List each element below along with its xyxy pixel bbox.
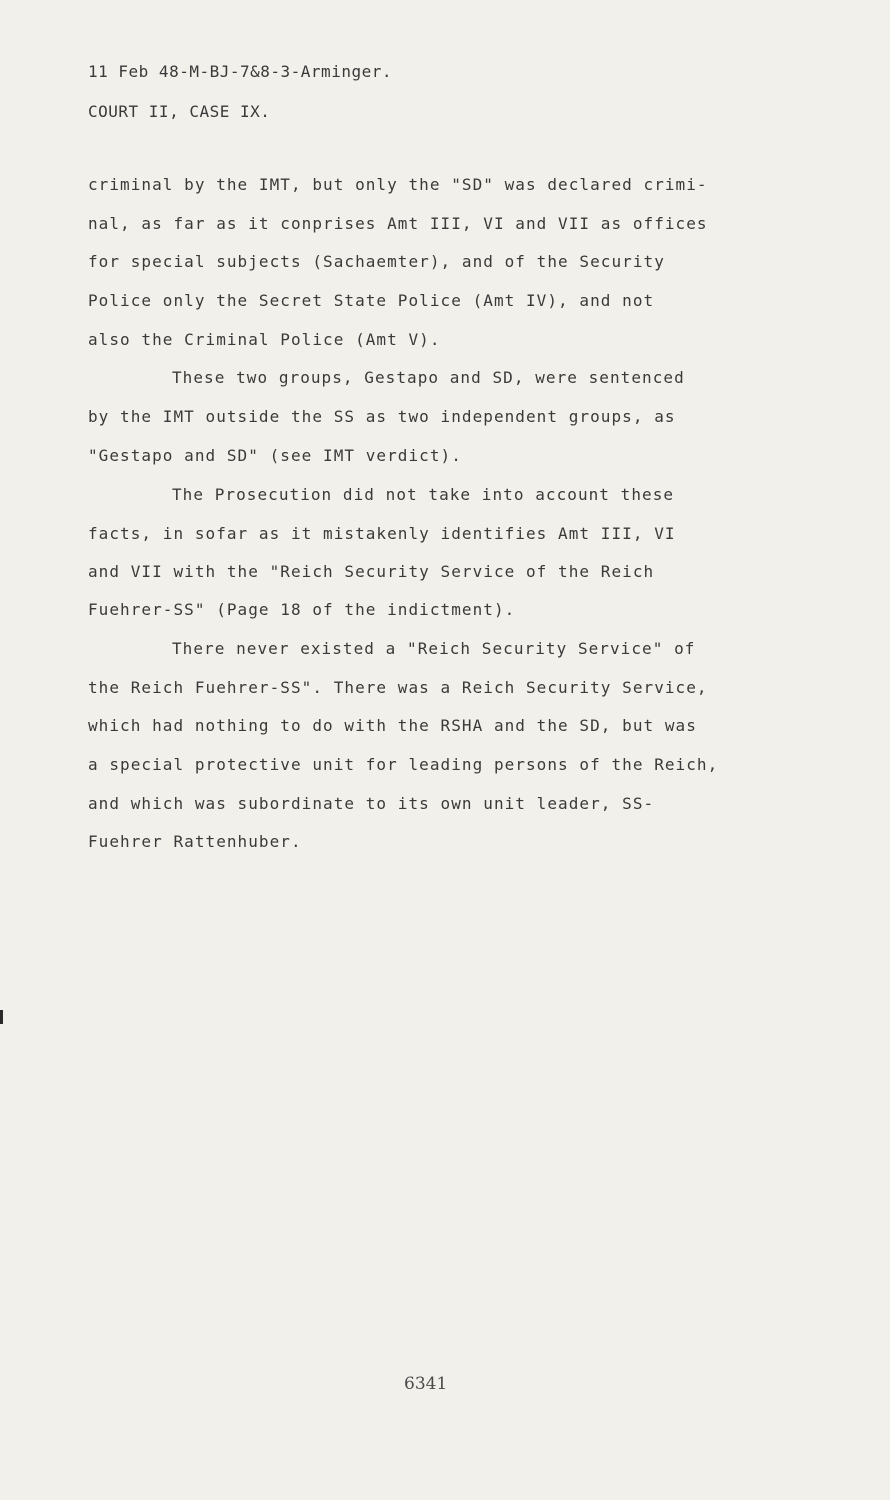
body-line: which had nothing to do with the RSHA and the SD, but was	[88, 716, 697, 735]
court-case-heading: COURT II, CASE IX.	[88, 102, 271, 121]
body-line: also the Criminal Police (Amt V).	[88, 330, 441, 349]
body-line: facts, in sofar as it mistakenly identifies Amt III, VI	[88, 524, 676, 543]
body-line: nal, as far as it conprises Amt III, VI and VII as offices	[88, 214, 708, 233]
body-line: Police only the Secret State Police (Amt IV), and not	[88, 291, 655, 310]
binding-mark	[0, 1010, 3, 1024]
body-line: These two groups, Gestapo and SD, were sentenced	[172, 368, 685, 387]
body-line: by the IMT outside the SS as two independent groups, as	[88, 407, 676, 426]
document-reference: 11 Feb 48-M-BJ-7&8-3-Arminger.	[88, 62, 392, 81]
body-line: Fuehrer Rattenhuber.	[88, 832, 302, 851]
body-line: Fuehrer-SS" (Page 18 of the indictment).	[88, 600, 516, 619]
body-line: and which was subordinate to its own unit leader, SS-	[88, 794, 655, 813]
body-line: for special subjects (Sachaemter), and of the Security	[88, 252, 665, 271]
body-line: the Reich Fuehrer-SS". There was a Reich Security Service,	[88, 678, 708, 697]
page-number: 6341	[404, 1374, 448, 1394]
body-line: "Gestapo and SD" (see IMT verdict).	[88, 446, 462, 465]
body-line: and VII with the "Reich Security Service of the Reich	[88, 562, 655, 581]
body-line: There never existed a "Reich Security Service" of	[172, 639, 696, 658]
body-line: The Prosecution did not take into account these	[172, 485, 675, 504]
body-line: a special protective unit for leading persons of the Reich,	[88, 755, 719, 774]
body-line: criminal by the IMT, but only the "SD" was declared crimi-	[88, 175, 708, 194]
